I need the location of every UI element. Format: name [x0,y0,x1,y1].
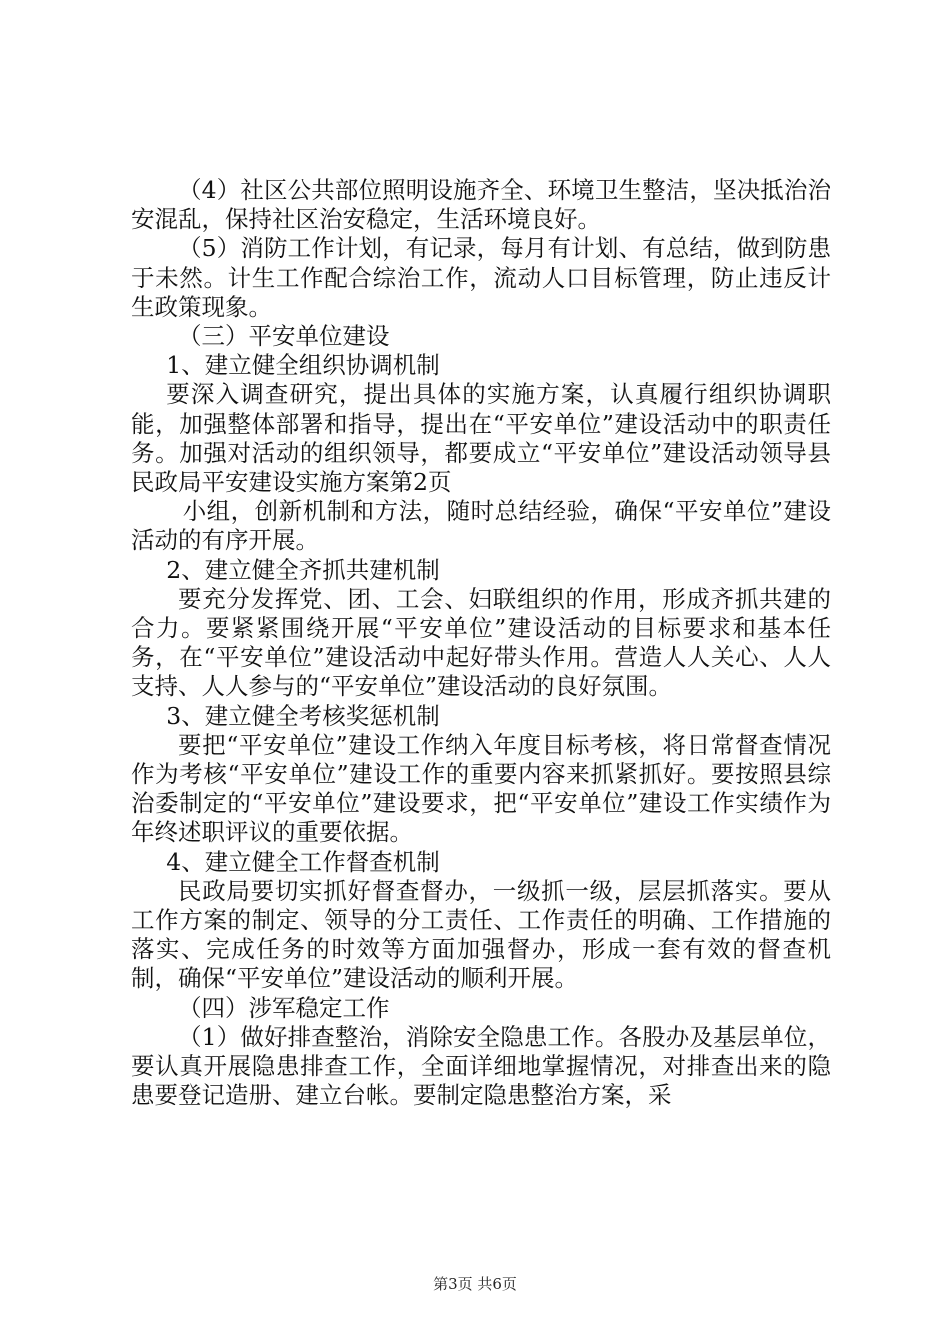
paragraph-3-3: 要把“平安单位”建设工作纳入年度目标考核，将日常督查情况作为考核“平安单位”建设工作的重要内容来抓紧抓好。要按照县综治委制定的“平安单位”建设要求，把“平安单位”建设工作实绩作为年终述职评议的重要依据。 [131,730,831,847]
paragraph-4-1: （1）做好排查整治，消除安全隐患工作。各股办及基层单位，要认真开展隐患排查工作，全面详细地掌握情况，对排查出来的隐患要登记造册、建立台帐。要制定隐患整治方案，采 [131,1022,831,1110]
paragraph-item-5: （5）消防工作计划，有记录，每月有计划、有总结，做到防患于未然。计生工作配合综治工作，流动人口目标管理，防止违反计生政策现象。 [131,234,831,321]
section-heading-4: （四）涉军稳定工作 [178,993,390,1022]
paragraph-item-4: （4）社区公共部位照明设施齐全、环境卫生整洁，坚决抵治治安混乱，保持社区治安稳定，生活环境良好。 [131,176,831,234]
paragraph-3-4: 民政局要切实抓好督查督办，一级抓一级，层层抓落实。要从工作方案的制定、领导的分工责任、工作责任的明确、工作措施的落实、完成任务的时效等方面加强督办，形成一套有效的督查机制，确保“平安单位”建设活动的顺利开展。 [131,876,831,993]
subheading-3-1: 1、建立健全组织协调机制 [166,351,440,380]
paragraph-3-2: 要充分发挥党、团、工会、妇联组织的作用，形成齐抓共建的合力。要紧紧围绕开展“平安单位”建设活动的目标要求和基本任务，在“平安单位”建设活动中起好带头作用。营造人人关心、人人支持、人人参与的“平安单位”建设活动的良好氛围。 [131,584,831,701]
paragraph-3-1-a: 要深入调查研究，提出具体的实施方案，认真履行组织协调职能，加强整体部署和指导，提出在“平安单位”建设活动中的职责任务。加强对活动的组织领导，都要成立“平安单位”建设活动领导县民政局平安建设实施方案第2页 [131,380,831,497]
subheading-3-2: 2、建立健全齐抓共建机制 [166,555,440,584]
document-body [131,176,831,1111]
subheading-3-3: 3、建立健全考核奖惩机制 [166,701,440,730]
paragraph-3-1-b: 小组，创新机制和方法，随时总结经验，确保“平安单位”建设活动的有序开展。 [131,497,831,555]
page-footer: 第3页 共6页 [433,1275,517,1293]
section-heading-3: （三）平安单位建设 [178,322,390,351]
subheading-3-4: 4、建立健全工作督查机制 [166,847,440,876]
